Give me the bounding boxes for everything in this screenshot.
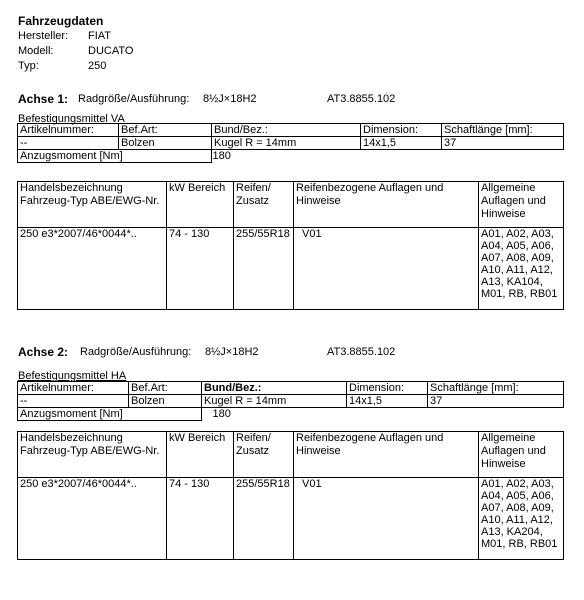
spec-header-cell: Reifenbezogene Auflagen und Hinweise (294, 182, 479, 228)
vehicle-title: Fahrzeugdaten (18, 14, 104, 28)
axle-2-mount-title: Befestigungsmittel HA (18, 370, 127, 382)
mount-header-cell: Bef.Art: (129, 382, 202, 395)
spec-cell: 74 - 130 (167, 228, 234, 310)
axle-1-mount-title: Befestigungsmittel VA (18, 113, 125, 125)
mount-cell: 14x1,5 (347, 395, 428, 408)
torque-value: 180 (212, 150, 231, 162)
spec-header-cell: Handelsbezeichnung Fahrzeug-Typ ABE/EWG-Nr. (18, 182, 167, 228)
spec-cell: A01, A02, A03, A04, A05, A06, A07, A08, A09, A10, A11, A12, A13, KA104, M01, RB, RB01 (479, 228, 564, 310)
mount-cell: Bolzen (119, 137, 212, 150)
spec-header-cell: Allgemeine Auflagen und Hinweise (479, 182, 564, 228)
mount-cell: Bolzen (129, 395, 202, 408)
axle-2-size: 8½J×18H2 (205, 346, 259, 358)
mount-cell: 37 (428, 395, 564, 408)
spec-header-cell: Reifen/ Zusatz (234, 432, 294, 478)
axle-1-label: Achse 1: (18, 92, 69, 106)
axle-2-spec-table (17, 431, 564, 560)
type-value: 250 (88, 60, 107, 72)
table-row (18, 408, 564, 421)
table-row (18, 382, 564, 395)
manufacturer-label: Hersteller: (18, 30, 69, 42)
axle-1-code: AT3.8855.102 (327, 93, 396, 105)
spec-cell: V01 (294, 228, 479, 310)
manufacturer-value: FIAT (88, 30, 112, 42)
mount-cell: 14x1,5 (361, 137, 442, 150)
mount-header-cell: Dimension: (361, 124, 442, 137)
spec-cell: V01 (294, 478, 479, 560)
axle-1-size: 8½J×18H2 (203, 93, 257, 105)
mount-header-cell: Schaftlänge [mm]: (428, 382, 564, 395)
mount-header-cell: Dimension: (347, 382, 428, 395)
spec-header-cell: kW Bereich (167, 432, 234, 478)
axle-2-mount-table (17, 381, 564, 421)
table-row (18, 228, 564, 310)
type-label: Typ: (18, 60, 39, 72)
torque-row (18, 150, 231, 163)
mount-header-cell: Schaftlänge [mm]: (442, 124, 564, 137)
table-row (18, 432, 564, 478)
spec-cell: 255/55R18 (234, 478, 294, 560)
mount-header-cell: Bund/Bez.: (212, 124, 361, 137)
mount-cell: 37 (442, 137, 564, 150)
torque-label: Anzugsmoment [Nm] (20, 408, 123, 420)
mount-header-cell: Bef.Art: (119, 124, 212, 137)
spec-cell: 250 e3*2007/46*0044*.. (18, 478, 167, 560)
mount-cell: -- (18, 395, 129, 408)
empty-cell (202, 408, 564, 421)
spec-header-cell: Reifenbezogene Auflagen und Hinweise (294, 432, 479, 478)
spec-header-cell: Allgemeine Auflagen und Hinweise (479, 432, 564, 478)
mount-cell: Kugel R = 14mm (212, 137, 361, 150)
table-row (18, 395, 564, 408)
table-row (18, 478, 564, 560)
spec-header-cell: kW Bereich (167, 182, 234, 228)
spec-header-cell: Handelsbezeichnung Fahrzeug-Typ ABE/EWG-Nr. (18, 432, 167, 478)
table-row (18, 150, 564, 163)
spec-header-cell: Reifen/ Zusatz (234, 182, 294, 228)
axle-2-size-label: Radgröße/Ausführung: (80, 346, 192, 358)
mount-header-cell: Artikelnummer: (18, 382, 129, 395)
mount-cell: Kugel R = 14mm (202, 395, 347, 408)
mount-cell: -- (18, 137, 119, 150)
table-row (18, 182, 564, 228)
mount-header-cell: Bund/Bez.: (202, 382, 347, 395)
axle-2-label: Achse 2: (18, 345, 69, 359)
torque-row (18, 408, 231, 421)
torque-value: 180 (212, 408, 231, 420)
model-value: DUCATO (88, 45, 134, 57)
model-label: Modell: (18, 45, 54, 57)
torque-label: Anzugsmoment [Nm] (20, 150, 123, 162)
spec-cell: A01, A02, A03, A04, A05, A06, A07, A08, A09, A10, A11, A12, A13, KA204, M01, RB, RB01 (479, 478, 564, 560)
empty-cell (212, 150, 564, 163)
axle-1-spec-table (17, 181, 564, 310)
table-row (18, 124, 564, 137)
table-row (18, 137, 564, 150)
spec-cell: 74 - 130 (167, 478, 234, 560)
axle-2-code: AT3.8855.102 (327, 346, 396, 358)
mount-header-cell: Artikelnummer: (18, 124, 119, 137)
axle-1-mount-table (17, 123, 564, 163)
spec-cell: 255/55R18 (234, 228, 294, 310)
axle-1-size-label: Radgröße/Ausführung: (78, 93, 190, 105)
spec-cell: 250 e3*2007/46*0044*.. (18, 228, 167, 310)
